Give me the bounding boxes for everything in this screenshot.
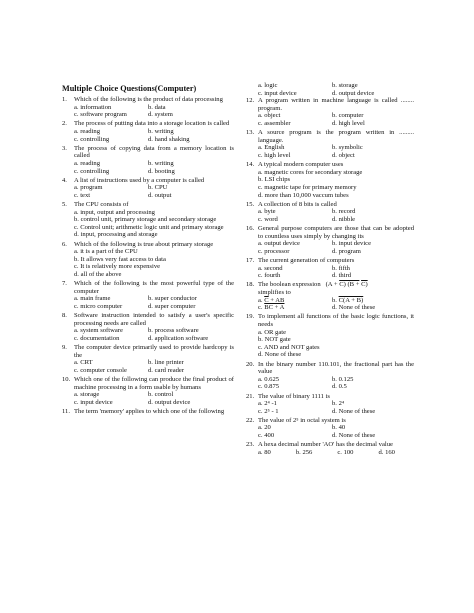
question-number: 6.	[62, 240, 67, 248]
question	[62, 96, 234, 119]
question-text: Which one of the following can produce the final product of machine processing in a form usable by humans	[74, 376, 234, 391]
option: b. fifth	[332, 264, 350, 272]
question-number: 3.	[62, 144, 67, 152]
option: b. line printer	[148, 359, 184, 367]
option: a. system software	[74, 327, 123, 335]
option: b. input device	[332, 240, 372, 248]
option: b. writing	[148, 159, 174, 167]
question	[62, 280, 234, 310]
option: c. AND and NOT gates	[258, 343, 320, 351]
option: d. third	[332, 272, 352, 280]
option: c. magnetic tape for primary memory	[258, 183, 357, 191]
option: b. computer	[332, 112, 364, 120]
option: c. Control unit; arithmetic logic unit and primary storage	[74, 223, 224, 231]
question-number: 2.	[62, 120, 67, 128]
option: d. None of these	[258, 351, 302, 359]
option: c. 0.875	[258, 383, 280, 391]
question-number: 21.	[246, 392, 255, 400]
question	[246, 313, 414, 359]
option: c. BC + A	[258, 304, 285, 312]
option: d. system	[148, 111, 173, 119]
option: d. high level	[332, 119, 365, 127]
question-18	[246, 281, 414, 311]
option: c. software program	[74, 111, 127, 119]
question-text: A hexa decimal number 'AO' has the decimal value	[258, 441, 393, 449]
q18-expr-b: C) (B +	[339, 281, 360, 289]
option: b. control unit, primary storage and secondary storage	[74, 216, 217, 224]
option: d. super computer	[148, 303, 196, 310]
option: b. CPU	[148, 184, 168, 192]
option: b. 0.125	[332, 375, 354, 383]
question	[62, 376, 234, 406]
q18-expr-c: C)	[361, 281, 368, 289]
question	[62, 408, 234, 416]
question-list-right-2	[246, 313, 414, 456]
option: c. 400	[258, 432, 275, 440]
option: a. information	[74, 103, 112, 111]
option: c. fourth	[258, 272, 281, 280]
question-number: 1.	[62, 96, 67, 103]
question-text: A source program is the program written in ......... language.	[258, 129, 414, 144]
option: d. all of the above	[74, 271, 122, 279]
option: c. processor	[258, 247, 290, 255]
option: c. micro computer	[74, 303, 123, 310]
question	[62, 120, 234, 143]
page-title: Multiple Choice Questions(Computer)	[62, 84, 197, 93]
question-text: General purpose computers are those that can be adopted to countless uses simply by changing its	[258, 225, 414, 240]
option: d. card reader	[148, 366, 185, 374]
question	[246, 129, 414, 159]
question	[62, 177, 234, 200]
question	[246, 361, 414, 391]
question	[246, 201, 414, 224]
question-number: 7.	[62, 280, 67, 288]
question	[62, 312, 234, 342]
question	[246, 257, 414, 280]
question-number: 8.	[62, 312, 67, 320]
option: d. more than 10,000 vaccum tubes	[258, 191, 349, 199]
question-text: A collection of 8 bits is called	[258, 200, 337, 208]
question-number: 18.	[246, 281, 255, 289]
question	[62, 145, 234, 175]
option: d. None of these	[332, 432, 376, 440]
question-number: 9.	[62, 344, 67, 352]
question-number: 4.	[62, 176, 67, 184]
question-text: A list of instructions used by a computer is called	[74, 176, 205, 184]
option: d. hand shaking	[148, 135, 190, 143]
question-text: A program written in machine language is called ........ program.	[258, 97, 414, 112]
option: b. super conductor	[148, 295, 197, 303]
question-number: 13.	[246, 129, 255, 137]
option: b. storage	[332, 82, 358, 89]
question-number: 19.	[246, 313, 255, 321]
option: a. English	[258, 144, 285, 152]
option: a. logic	[258, 82, 278, 89]
question	[62, 344, 234, 374]
option: a. 80	[258, 448, 271, 456]
question-text: The process of copying data from a memory location is called	[74, 144, 234, 160]
question-text: The process of putting data into a storage location is called	[74, 120, 230, 128]
question	[246, 225, 414, 255]
question-number: 12.	[246, 97, 255, 105]
question-text: The value of binary 1111 is	[258, 392, 330, 400]
option: b. NOT gate	[258, 336, 291, 344]
option: d. program	[332, 247, 361, 255]
option: a. reading	[74, 127, 100, 135]
option: c. controlling	[74, 167, 110, 175]
option: b. symbolic	[332, 144, 363, 152]
option: a. output device	[258, 240, 300, 248]
option: a. second	[258, 264, 283, 272]
question-text: The term 'memory' applies to which one of the following	[74, 408, 225, 416]
question	[246, 97, 414, 127]
question	[246, 393, 414, 416]
question	[246, 161, 414, 199]
question-text	[258, 281, 414, 296]
option: b. 256	[295, 448, 313, 456]
option: d. nibble	[332, 215, 356, 223]
option: d. 160	[378, 448, 395, 456]
question-11-options	[246, 82, 414, 97]
option: b. writing	[148, 127, 174, 135]
option: d. output	[148, 191, 172, 199]
question-text: The CPU consists of	[74, 201, 129, 209]
q18-tail: simplifies to	[258, 289, 291, 296]
question-number: 5.	[62, 201, 67, 209]
option: d. None of these	[332, 407, 376, 415]
question-text: To implement all functions of the basic logic functions, it needs	[258, 313, 414, 328]
question-number: 23.	[246, 441, 255, 449]
option: c. input device	[74, 398, 113, 406]
option: a. it is a part of the CPU	[74, 248, 138, 256]
question-list-left	[62, 96, 234, 416]
option: d. booting	[148, 167, 175, 175]
question-text: Which of the following is the product of data processing	[74, 96, 223, 103]
question	[246, 417, 414, 440]
option: c. input device	[258, 89, 297, 97]
option: a. reading	[74, 159, 100, 167]
question-text: In the binary number 110.101, the fractional part has the value	[258, 360, 414, 376]
question-number: 17.	[246, 257, 255, 265]
question-text: The computer device primarily used to provide hardcopy is the	[74, 344, 234, 359]
question	[62, 201, 234, 239]
option: c. computer console	[74, 366, 127, 374]
option: b. data	[148, 103, 166, 111]
option: a. program	[74, 184, 103, 192]
q18-text: The boolean expression	[258, 281, 321, 289]
option: c. text	[74, 191, 91, 199]
question-text: Software instruction intended to satisfy a user's specific processing needs are called	[74, 312, 234, 327]
option: d. output device	[148, 398, 191, 406]
option: d. input, processing and storage	[74, 231, 158, 239]
option: a. $\overline{C}$ + AB	[258, 296, 285, 304]
question	[246, 441, 414, 456]
option: a. CRT	[74, 359, 93, 367]
question-number: 11.	[62, 408, 70, 416]
question-text: A typical modern computer uses	[258, 161, 344, 169]
option: a. byte	[258, 208, 276, 216]
question-number: 16.	[246, 225, 255, 233]
option: c. documentation	[74, 334, 120, 342]
option: a. magnetic cores for secondary storage	[258, 168, 363, 176]
option: a. main frame	[74, 295, 111, 303]
option: a. object	[258, 112, 281, 120]
question-number: 20.	[246, 360, 255, 368]
option: a. 20	[258, 424, 271, 432]
question-number: 15.	[246, 200, 255, 208]
right-column	[246, 82, 414, 458]
option: c. assembler	[258, 119, 291, 127]
option: d. 0.5	[332, 383, 347, 391]
option: d. None of these	[332, 304, 376, 312]
option: a. OR gate	[258, 328, 287, 336]
option: d. output device	[332, 89, 375, 97]
option: b. record	[332, 208, 356, 216]
option: a. 2⁴ -1	[258, 400, 277, 408]
option: d. object	[332, 151, 355, 159]
left-column	[62, 84, 234, 417]
option: a. 0.625	[258, 375, 280, 383]
option: d. application software	[148, 334, 209, 342]
option: a. storage	[74, 391, 100, 399]
question-text: Which of the following is true about primary storage	[74, 240, 214, 248]
option: b. 2⁴	[332, 400, 345, 408]
option: b. It allows very fast access to data	[74, 255, 166, 263]
option: b. 40	[332, 424, 346, 432]
option: b. C(A + B)	[332, 296, 364, 304]
option: b. LSI chips	[258, 176, 291, 184]
question-number: 14.	[246, 161, 255, 169]
option: b. control	[148, 391, 174, 399]
option: c. high level	[258, 151, 291, 159]
option: a. input, output and processing	[74, 208, 155, 216]
question-list-right	[246, 97, 414, 280]
question-number: 10.	[62, 376, 71, 384]
q18-expr-a: (A +	[325, 281, 338, 289]
question-text: The value of 2⁵ in octal system is	[258, 416, 346, 424]
question	[62, 241, 234, 279]
option: c. controlling	[74, 135, 110, 143]
option: c. 100	[337, 448, 354, 456]
option: c. 2⁵ - 1	[258, 407, 279, 415]
question-number: 22.	[246, 416, 255, 424]
option: c. word	[258, 215, 278, 223]
option: b. process software	[148, 327, 199, 335]
question-text: The current generation of computers	[258, 257, 355, 265]
question-text: Which of the following is the most powerful type of the computer	[74, 280, 234, 295]
option: c. It is relatively more expensive	[74, 263, 161, 271]
